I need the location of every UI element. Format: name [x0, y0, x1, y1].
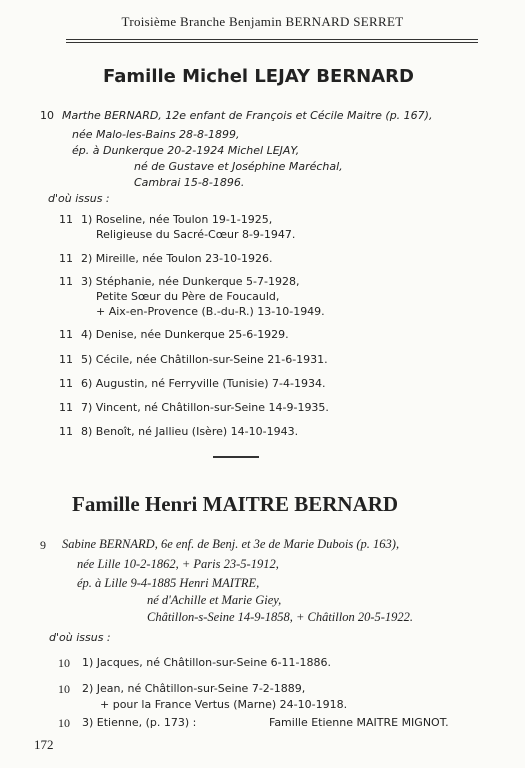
generation-number: 11 — [59, 425, 73, 438]
child-line: Petite Sœur du Père de Foucauld, — [96, 290, 280, 303]
generation-number: 10 — [40, 109, 54, 122]
generation-number: 10 — [58, 716, 70, 730]
generation-number: 11 — [59, 213, 73, 226]
entry-line: Marthe BERNARD, 12e enfant de François et Cécile Maitre (p. 167), — [62, 109, 433, 122]
entry-line: ép. à Dunkerque 20-2-1924 Michel LEJAY, — [72, 144, 300, 157]
generation-number: 11 — [59, 252, 73, 265]
issue-label: d'où issus : — [48, 192, 110, 205]
running-head: Troisième Branche Benjamin BERNARD SERRET — [121, 14, 404, 29]
entry-line: Sabine BERNARD, 6e enf. de Benj. et 3e de Marie Dubois (p. 163), — [62, 537, 400, 551]
child-line: 4) Denise, née Dunkerque 25-6-1929. — [81, 328, 289, 341]
entry-line: ép. à Lille 9-4-1885 Henri MAITRE, — [77, 576, 260, 590]
child-line: Religieuse du Sacré-Cœur 8-9-1947. — [96, 228, 296, 241]
child-line: 5) Cécile, née Châtillon-sur-Seine 21-6-1931. — [81, 353, 328, 366]
header-rule — [66, 42, 478, 43]
child-line: 8) Benoît, né Jallieu (Isère) 14-10-1943. — [81, 425, 299, 438]
child-line: + Aix-en-Provence (B.-du-R.) 13-10-1949. — [96, 305, 325, 318]
entry-line: né d'Achille et Marie Giey, — [147, 593, 282, 607]
entry-line: née Lille 10-2-1862, + Paris 23-5-1912, — [77, 557, 279, 571]
child-line: + pour la France Vertus (Marne) 24-10-1918. — [100, 698, 348, 711]
generation-number: 11 — [59, 377, 73, 390]
child-line: 6) Augustin, né Ferryville (Tunisie) 7-4-1934. — [81, 377, 326, 390]
section-divider — [213, 456, 259, 458]
child-line: 1) Jacques, né Châtillon-sur-Seine 6-11-1886. — [82, 656, 332, 669]
child-line: 7) Vincent, né Châtillon-sur-Seine 14-9-1935. — [81, 401, 329, 414]
generation-number: 9 — [40, 538, 46, 552]
child-line: 1) Roseline, née Toulon 19-1-1925, — [81, 213, 273, 226]
entry-line: née Malo-les-Bains 28-8-1899, — [72, 128, 240, 141]
family-title: Famille Michel LEJAY BERNARD — [103, 66, 414, 87]
generation-number: 11 — [59, 328, 73, 341]
entry-line: Cambrai 15-8-1896. — [134, 176, 245, 189]
generation-number: 11 — [59, 275, 73, 288]
entry-line: Châtillon-s-Seine 14-9-1858, + Châtillon 20-5-1922. — [147, 610, 414, 624]
family-title: Famille Henri MAITRE BERNARD — [72, 492, 399, 516]
header-rule — [66, 39, 478, 40]
child-line: 3) Stéphanie, née Dunkerque 5-7-1928, — [81, 275, 300, 288]
generation-number: 10 — [58, 682, 70, 696]
generation-number: 11 — [59, 353, 73, 366]
entry-line: né de Gustave et Joséphine Maréchal, — [134, 160, 343, 173]
cross-reference: Famille Etienne MAITRE MIGNOT. — [269, 716, 449, 729]
child-line: 2) Mireille, née Toulon 23-10-1926. — [81, 252, 273, 265]
issue-label: d'où issus : — [49, 631, 111, 644]
generation-number: 10 — [58, 656, 70, 670]
child-line: 2) Jean, né Châtillon-sur-Seine 7-2-1889, — [82, 682, 306, 695]
page-number: 172 — [34, 737, 54, 752]
child-line: 3) Etienne, (p. 173) : — [82, 716, 197, 729]
generation-number: 11 — [59, 401, 73, 414]
